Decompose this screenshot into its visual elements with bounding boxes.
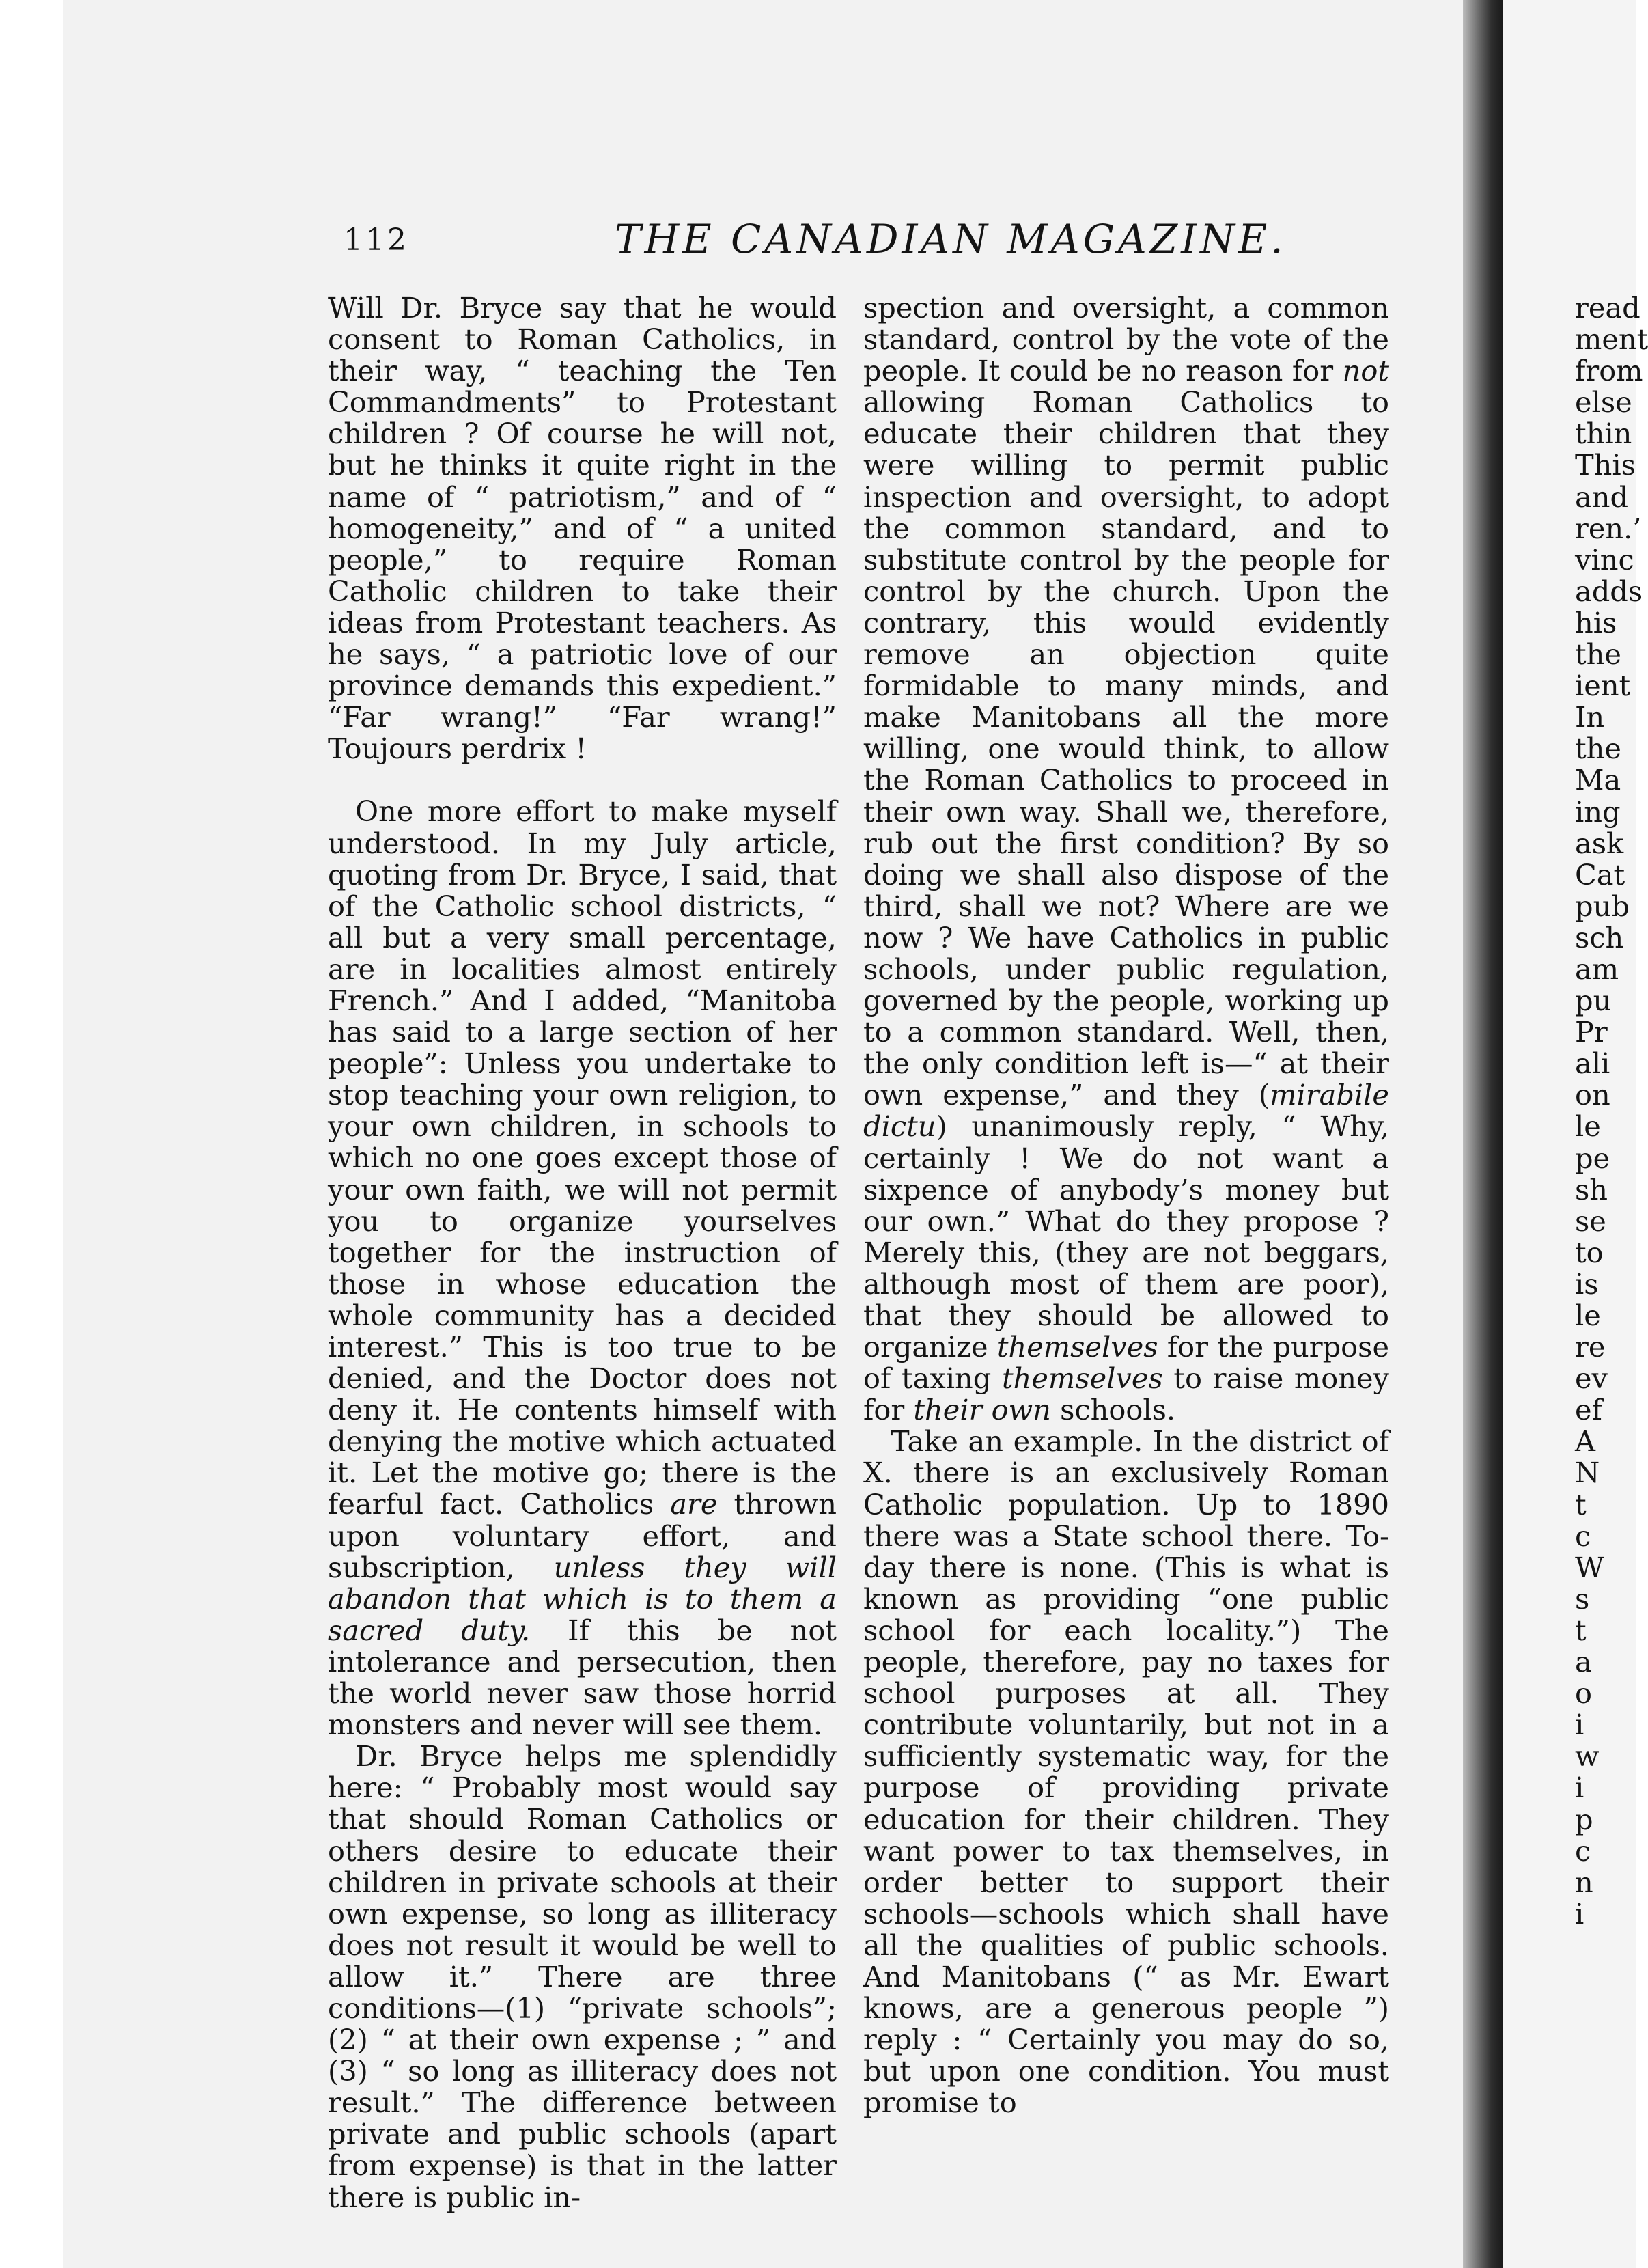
paragraph: spection and oversight, a common standard, control by the vote of the people. It could be no reason for not allowing Roman Catholics to educate their children that they were willing to permit public inspection and oversight, to adopt the common standard, and to substitute control by the people for control by the church. Upon the contrary, this would evidently remove an objection quite formidable to many minds, and make Manitobans all the more willing, one would think, to allow the Roman Catholics to proceed in their own way. Shall we, therefore, rub out the first condition? By so doing we shall also dispose of the third, shall we not? Where are we now ? We have Catholics in public schools, under public regulation, governed by the people, working up to a common standard. Well, then, the only condition left is—“ at their own expense,” and they (mirabile dictu) unanimously reply, “ Why, certainly ! We do not want a sixpence of anybody’s money but our own.” What do they propose ? Merely this, (they are not beggars, although most of them are poor), that they should be allowed to organize themselves for the purpose of taxing themselves to raise money for their own schools.: [863, 291, 1389, 1427]
facing-page-fragment: sh: [1575, 1172, 1608, 1206]
facing-page-fragment: A: [1575, 1424, 1595, 1458]
facing-page-fragment: s: [1575, 1581, 1590, 1616]
paragraph: Dr. Bryce helps me splendidly here: “ Probably most would say that should Roman Catholics or others desire to educate their children in private schools at their own expense, so long as illiteracy does not result it would be well to allow it.” There are three conditions—(1) “private schools”; (2) “ at their own expense ; ” and (3) “ so long as illiteracy does not result.” The difference between private and public schools (apart from expense) is that in the latter there is public in-: [328, 1739, 837, 2214]
facing-page-fragment: i: [1575, 1771, 1584, 1805]
running-head: THE CANADIAN MAGAZINE.: [615, 216, 1287, 262]
facing-page-fragment: i: [1575, 1896, 1584, 1931]
facing-page-fragment: p: [1575, 1802, 1593, 1836]
facing-page-fragment: se: [1575, 1204, 1606, 1238]
facing-page-fragment: else: [1575, 385, 1632, 419]
facing-page-fragment: adds: [1575, 574, 1643, 608]
facing-page-fragment: N: [1575, 1456, 1600, 1490]
facing-page-fragment: i: [1575, 1708, 1584, 1742]
facing-page-fragment: t: [1575, 1487, 1587, 1521]
facing-page-fragment: from: [1575, 354, 1643, 388]
facing-page-fragment: Cat: [1575, 857, 1625, 891]
facing-page-fragment: c: [1575, 1519, 1591, 1553]
facing-page-fragment: on: [1575, 1078, 1610, 1112]
facing-page-fragment: the: [1575, 637, 1621, 672]
page-number: 112: [344, 223, 409, 258]
facing-page-fragment: ment: [1575, 322, 1648, 357]
facing-page-fragment: ient: [1575, 669, 1631, 703]
facing-page-fragment: is: [1575, 1267, 1599, 1301]
facing-page-fragment: and: [1575, 480, 1629, 514]
facing-page-fragment: In: [1575, 700, 1605, 734]
facing-page-fragment: read: [1575, 291, 1640, 324]
facing-page-fragment: ing: [1575, 794, 1621, 829]
facing-page-fragment: thin: [1575, 417, 1632, 451]
facing-page-fragment: Ma: [1575, 763, 1621, 797]
facing-page-fragment: le: [1575, 1299, 1601, 1332]
facing-page-fragment: a: [1575, 1645, 1592, 1679]
facing-page-fragment: ali: [1575, 1047, 1610, 1081]
facing-page-fragment: pub: [1575, 889, 1630, 923]
paragraph: One more effort to make myself understood. In my July article, quoting from Dr. Bryce, I said, that of the Catholic school districts, “ all but a very small percentage, are in localities almost entirely French.” And I added, “Manitoba has said to a large section of her people”: Unless you undertake to stop teaching your own religion, to your own children, in schools to which no one goes except those of your own faith, we will not permit you to organize yourselves together for the instruction of those in whose education the whole community has a decided interest.” This is too true to be denied, and the Doctor does not deny it. He contents himself with denying the motive which actuated it. Let the motive go; there is the fearful fact. Catholics are thrown upon voluntary effort, and subscription, unless they will abandon that which is to them a sacred duty. If this be not intolerance and persecution, then the world never saw those horrid monsters and never will see them.: [328, 794, 837, 1742]
facing-page-fragment: c: [1575, 1834, 1591, 1868]
facing-page-fragment: n: [1575, 1865, 1593, 1899]
facing-page-fragment: le: [1575, 1109, 1601, 1144]
facing-page-fragment: ren.’: [1575, 511, 1642, 545]
facing-page-fragment: vinc: [1575, 542, 1634, 577]
facing-page-fragment: to: [1575, 1235, 1604, 1269]
facing-page-fragment: t: [1575, 1613, 1587, 1647]
facing-page-fragment: sch: [1575, 920, 1624, 954]
facing-page-fragment: This: [1575, 448, 1636, 482]
facing-page-fragment: w: [1575, 1739, 1600, 1773]
left-text-column: [328, 292, 837, 2213]
facing-page-fragment: pu: [1575, 984, 1612, 1018]
facing-page-fragment: o: [1575, 1676, 1592, 1711]
paragraph: Will Dr. Bryce say that he would consent to Roman Catholics, in their way, “ teaching the Ten Commandments” to Protestant children ? Of course he will not, but he thinks it quite right in the name of “ patriotism,” and of “ homogeneity,” and of “ a united people,” to require Roman Catholic children to take their ideas from Protestant teachers. As he says, “ a patriotic love of our province demands this expedient.” “Far wrang!” “Far wrang!” Toujours perdrix !: [328, 291, 837, 766]
paragraph: Take an example. In the district of X. there is an exclusively Roman Catholic population. Up to 1890 there was a State school there. To-day there is none. (This is what is known as providing “one public school for each locality.”) The people, therefore, pay no taxes for school purposes at all. They contribute voluntarily, but not in a sufficiently systematic way, for the purpose of providing private education for their children. They want power to tax themselves, in order better to support their schools—schools which shall have all the qualities of public schools. And Manitobans (“ as Mr. Ewart knows, are a generous people ”) reply : “ Certainly you may do so, but upon one condition. You must promise to: [863, 1424, 1389, 2120]
page-header: [0, 216, 1636, 271]
book-gutter-shadow: [1463, 0, 1503, 2268]
right-text-column: [863, 292, 1389, 2118]
facing-page-fragment: his: [1575, 605, 1617, 639]
facing-page-fragment: ef: [1575, 1393, 1602, 1427]
facing-page-text-fragments: [1575, 291, 1648, 1931]
facing-page-fragment: re: [1575, 1330, 1606, 1364]
facing-page-fragment: ask: [1575, 826, 1624, 860]
facing-page-fragment: ev: [1575, 1361, 1608, 1396]
facing-page-fragment: the: [1575, 732, 1621, 766]
facing-page-fragment: pe: [1575, 1141, 1610, 1175]
facing-page-fragment: W: [1575, 1550, 1604, 1584]
facing-page-fragment: Pr: [1575, 1015, 1608, 1049]
facing-page-fragment: am: [1575, 952, 1619, 986]
